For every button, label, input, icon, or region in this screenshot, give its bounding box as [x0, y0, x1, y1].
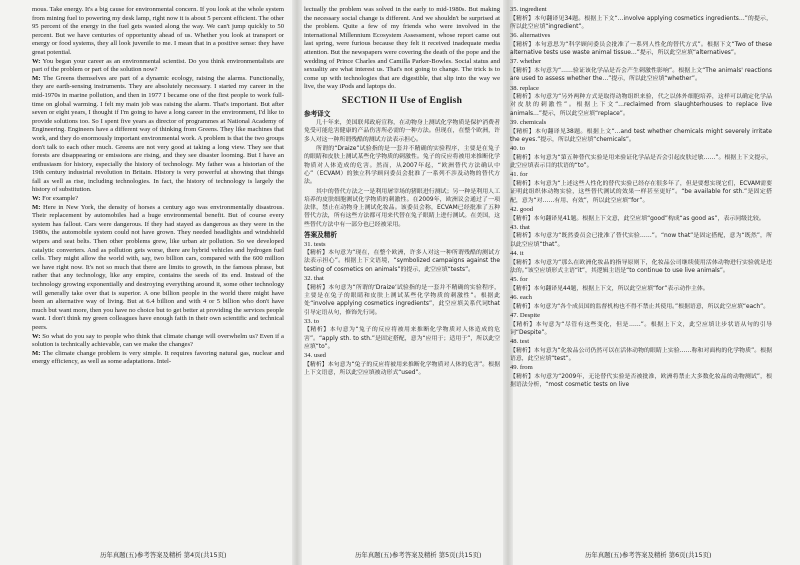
answer-explanation: 【精析】本句意为“各个成员国的监督机构也不得不禁止其使用。”根据语意，所以此空应填“each”。 — [510, 303, 770, 310]
answer-number: 31. tests — [304, 240, 326, 248]
dialogue-text: You began your career as an environmental scientist. Do you think environmentalists are part of the problem or part of the solution now? — [32, 57, 284, 74]
section-title: SECTION II Use of English — [341, 95, 463, 106]
answer-number: 37. whether — [510, 58, 542, 66]
dialogue-paragraph — [32, 6, 284, 58]
answer-item — [304, 275, 500, 317]
column-left — [32, 6, 284, 537]
answer-number: 39. chemicals — [510, 119, 547, 127]
speaker-label: W: — [32, 195, 41, 203]
answer-explanation: 【精析】本句意为“另外两种方式是取得动物组织来验，代之以体外细胞培养，这样可以确定化学品对皮肤的刺激性”。根据上下文“…reclaimed from slaughterhouses to replace live animals…”提示，所以此空应填“replace”。 — [510, 94, 772, 117]
dialogue-text: So what do you say to people who think that climate change will overwhelm us? Even if a solution is technically achievable, can we make the changes? — [32, 332, 284, 349]
answer-explanation: 【精析】本句翻译见44题，根据上下文，所以此空应填“for”表示动作主体。 — [510, 285, 709, 292]
answer-explanation: 【精析】本句意为“现在，在整个欧洲，许多人对这一种所谓残酷的测试方法表示担心”。根据上下文语境，“symbolized campaigns against the testing of cosmetics on animals”的提示，此空应填“tests”。 — [304, 250, 500, 273]
dialogue-paragraph — [32, 350, 284, 367]
answer-item — [510, 85, 772, 118]
page-footer: 历年真题(五)参考答案及精析 第6页(共15页) — [585, 551, 712, 559]
speaker-label: W: — [32, 332, 41, 340]
dialogue-paragraph — [32, 58, 284, 75]
answer-item — [510, 145, 772, 170]
answer-number: 35. ingredient — [510, 6, 547, 13]
translation-paragraph: 其中的替代方法之一是利用屠宰场的猪眼进行测试；另一种是利用人工培养的皮肤细胞测试化学物质的刺激性。在2009年，欧洲议会通过了一项法律，禁止在动物身上测试化妆品。该委员会称，ECVAM已经批准了五种替代方法，所有这些方法都可用来代替在兔子眼睛上进行测试。在美国，这些替代方法中有一部分也已经被采用。 — [304, 188, 500, 228]
answer-explanation: 【精析】本句意为“上述这些人性化的替代实验已经存在很多年了，但是要想实现它们，ECVAM需要证明此组织体动物实验，这些替代测试的效果一样甚至更好”。“be available for sth.”是固定搭配，意为“对……有用、有效”，所以此空应填“for”。 — [510, 181, 772, 204]
answer-number: 47. Despite — [510, 311, 541, 319]
speaker-label: M: — [32, 203, 41, 211]
speaker-label: M: — [32, 74, 41, 82]
answer-list — [304, 241, 500, 378]
page-footer: 历年真题(五)参考答案及精析 第4页(共15页) — [100, 551, 227, 559]
answer-item — [510, 364, 772, 389]
answer-number: 32. that — [304, 275, 324, 283]
dialogue-text: The Greens themselves are part of a dynamic ecology, raising the alarms. Functionally, they are earth-sensing instruments. They are absolutely necessary. I started my career in the mid-1970s in marine pollution, and then in 1977 I became one of the first people to work full-time on global warming. I felt my main job was raising the alarm. That's important. But after seven or eight years, I thought if I'm going to have a long career in the environment, I'd like to provide solutions too. So I spent five years as director of programmes at National Academy of Engineering. Engineers have a different way of thinking from Greens. They like machines that work, and they do enormously important environmental work. A problem is that the two groups don't talk to each other much. Greens are not very good at taking a long view. They see that forests are disappearing or emissions are rising, and they see disaster looming. But I have an enthusiasm for history, especially the history of technology. My father was a historian of the 19th century industrial revolution in Britain. History is very powerful at showing that things fall as well as rise, including technologies. In fact, the history of technology is largely the history of substitution. — [32, 74, 284, 194]
answer-number: 44. it — [510, 249, 524, 257]
answer-item — [510, 119, 772, 144]
answer-item — [510, 206, 772, 223]
answer-explanation: 【精析】本句意为“兔子的反应将被用来推断化学物质对人体造成的危害”。“apply sth. to sth.”是固定搭配，意为“应用于；适用于”，所以此空应填“to”。 — [304, 327, 500, 351]
answer-item — [510, 276, 772, 293]
answer-item — [510, 294, 772, 311]
answer-number: 46. each — [510, 294, 532, 302]
answer-number: 34. used — [304, 352, 326, 360]
dialogue-paragraph — [32, 75, 284, 195]
answer-item — [510, 58, 772, 83]
dialogue-paragraph — [32, 195, 284, 204]
page-gutter — [292, 0, 302, 565]
answer-explanation: 【精析】本句意为“第五种替代实验是用来验证化学品是否会引起皮肤过敏……”。根据上下文提示，此空应填表示目的状语的“to”。 — [510, 154, 772, 170]
answer-number: 42. good — [510, 205, 534, 213]
answer-explanation: 【精析】本句意为“兔子的反应将被用来推断化学物质对人体的危害”。根据上下文语意，所以此空应填被动形式“used”。 — [304, 361, 500, 377]
answer-item — [510, 312, 772, 337]
answer-explanation: 【精析】本句意为“所谓的‘Draize’试验指的是一套并不精确的实验程序，主要是在兔子的眼睛和皮肤上测试某些化学物质的刺激性”。根据此处“involve applying cosmetics ingredients”，此空应填关系代词that引导定语从句，修饰先行词。 — [304, 284, 500, 316]
translation-paragraph: 几十年来，美国联邦政府宣称，在动物身上测试化学物质是保护消费者免受可能危害健康的产品伤害所必需的一种方法。但现在，在整个欧洲，许多人对这一种所谓残酷的测试方法表示担心。 — [304, 120, 500, 143]
answer-number: 48. test — [510, 338, 530, 346]
answer-item — [304, 318, 500, 351]
translation-body — [304, 119, 500, 229]
answer-item — [510, 6, 772, 31]
answer-number: 45. for — [510, 276, 528, 284]
page-footer: 历年真题(五)参考答案及精析 第5页(共15页) — [355, 551, 482, 559]
answer-item — [510, 224, 772, 249]
answer-explanation: 【精析】本句意为“化妆品公司仍然可以在活体动物的眼睛上实验……称和对面构的化学物质”。根据语意，此空应填“test”。 — [510, 347, 772, 363]
dialogue-text: Here in New York, the density of horses a century ago was environmentally disastrous. Their replacement by automobiles had a huge environmental benefit. But of course every system has fallout. Cars were dangerous. If they had stayed as dangerous as they were in the 1980s, the automobile system could not have grown. They needed headlights and windshield wipers and seat belts. Then other problems grew, like urban air pollution. So we developed catalytic converters. And as pollution gets worse, there are hybrid vehicles and hydrogen fuel cells. They might allow the world with, say, two billion cars, compared with the 600 million we have right now. It's not so much that there are limits to growth, in the famous phrase, but rather that any technology, like any empire, contains the seeds of its end. Instead of the technology growing exponentially and destroying everything around it, some other technology will generally take over that is superior. A one billion people in the world there might have been an alternative way of living. But at 6.4 billion and with 4 or 5 billion who don't have much but want more, then you have no choice but to get better at providing the services people want. I don't think my green colleagues have enough faith in their own scientific and technical peers. — [32, 203, 284, 331]
dialogue-continuation: lectually the problem was solved in the early to mid-1980s. But making the necessary social change is different. And we shouldn't be surprised at the problem. Quite a few of my friends who were involved in the international Millennium Ecosystem Assessment, whose report came out last spring, were furious because they felt it received inadequate media attention. But the newspapers were covering the death of the pope and the wedding of Prince Charles and Camilla Parker-Bowles. Social status and sexuality are what interest us. That's not going to change. The trick is to come up with technologies that are digestible, that slip into the way we live, the way iPods and laptops do. — [304, 6, 500, 91]
answer-number: 43. that — [510, 223, 530, 231]
answer-key-heading: 答案及精析 — [304, 230, 337, 239]
answer-number: 40. to — [510, 145, 526, 153]
answer-explanation: 【精析】本句翻译见34题。根据上下文“…involve applying cosmetics ingredients…”的提示，所以此空应填“ingredient”。 — [510, 15, 772, 30]
column-middle — [304, 6, 500, 537]
answer-explanation: 【精析】本句意为“既然委员会已批准了替代实验……”。“now that”是固定搭配，意为“既然”，所以此空应填“that”。 — [510, 233, 772, 248]
translation-paragraph: 所谓的“Draize”试验指的是一套并不精确的实验程序，主要是在兔子的眼睛和皮肤上测试某些化学物质的刺激性。兔子的反应将被用来推断化学物质对人体造成的危害。然而，从2007年起，“欧洲替代方法确认中心”（ECVAM）的独立科学顾问委员会批准了一系列不涉及动物的替代方法。 — [304, 146, 500, 186]
answer-explanation: 【精析】本句意思为“科学顾问委员会批准了一系列人性化的替代方式”。根据下文“Two of these alternative tests use waste animal tissue…”提示，所以此空应填“alternatives”。 — [510, 41, 772, 57]
translation-heading: 参考译文 — [304, 109, 331, 118]
dialogue-paragraph — [32, 333, 284, 350]
answer-item — [510, 171, 772, 204]
answer-explanation: 【精析】本句意为“那么在欧洲化妆品的指导原则下，化妆品公司继续使用活体动物进行实验就是违法的。”该空应填形式主语“it”，其逻辑主语是“to continue to use live animals”。 — [510, 259, 772, 274]
answer-item — [510, 338, 772, 363]
speaker-label: M: — [32, 349, 41, 357]
dialogue-text: mous. Take energy. It's a big cause for environmental concern. If you look at the whole system from mining fuel to powering my desk lamp, right now it is about 5 percent efficient. The other 95 percent of the energy in the fuel gets wasted along the way. We can't jump quickly to 50 percent. But we have centuries of opportunity ahead of us. Whether you look at transport or energy or food systems, they all look juvenile to me. I mean that in a positive sense: they have great potential. — [32, 6, 284, 56]
answer-number: 49. from — [510, 364, 533, 372]
answer-explanation: 【精析】本句翻译见41题。根据上下文意，此空应填“good”构成“as good as”，表示同级比较。 — [510, 215, 765, 222]
answer-number: 38. replace — [510, 84, 539, 92]
column-right — [510, 6, 772, 537]
answer-number: 41. for — [510, 171, 528, 179]
answer-number: 36. alternatives — [510, 32, 551, 40]
answer-item — [304, 352, 500, 377]
answer-explanation: 【精析】本句意为“尽管有这些变化，但是……”。根据上下文，此空应填让步状语从句的引导词“Despite”。 — [510, 321, 772, 336]
speaker-label: W: — [32, 57, 41, 65]
dialogue-paragraph — [32, 204, 284, 333]
dialogue-text: The climate change problem is very simple. It requires favoring natural gas, nuclear and energy efficiency, as well as some adaptations. Intel- — [32, 349, 284, 366]
answer-item — [304, 241, 500, 274]
dialogue-text: For example? — [40, 195, 79, 203]
answer-explanation: 【精析】本句意为“2009年，无论替代实验是否被批准，欧洲将禁止大多数化妆品的动物测试”，根据语法分析，“most cosmetic tests on live — [510, 373, 772, 389]
answer-item — [510, 32, 772, 57]
answer-number: 33. to — [304, 317, 320, 325]
answer-explanation: 【精析】本句翻译见38题。根据上文“…and test whether chemicals might severely irritate the eyes.”提示，所以此空应填“chemicals”。 — [510, 128, 772, 143]
answer-explanation: 【精析】本句意为“……验证该化学品是否会产生刺激性影响”。根据上文“The animals' reactions are used to assess whether the…”提示，所以此空应填“whether”。 — [510, 67, 772, 83]
answer-item — [510, 250, 772, 275]
